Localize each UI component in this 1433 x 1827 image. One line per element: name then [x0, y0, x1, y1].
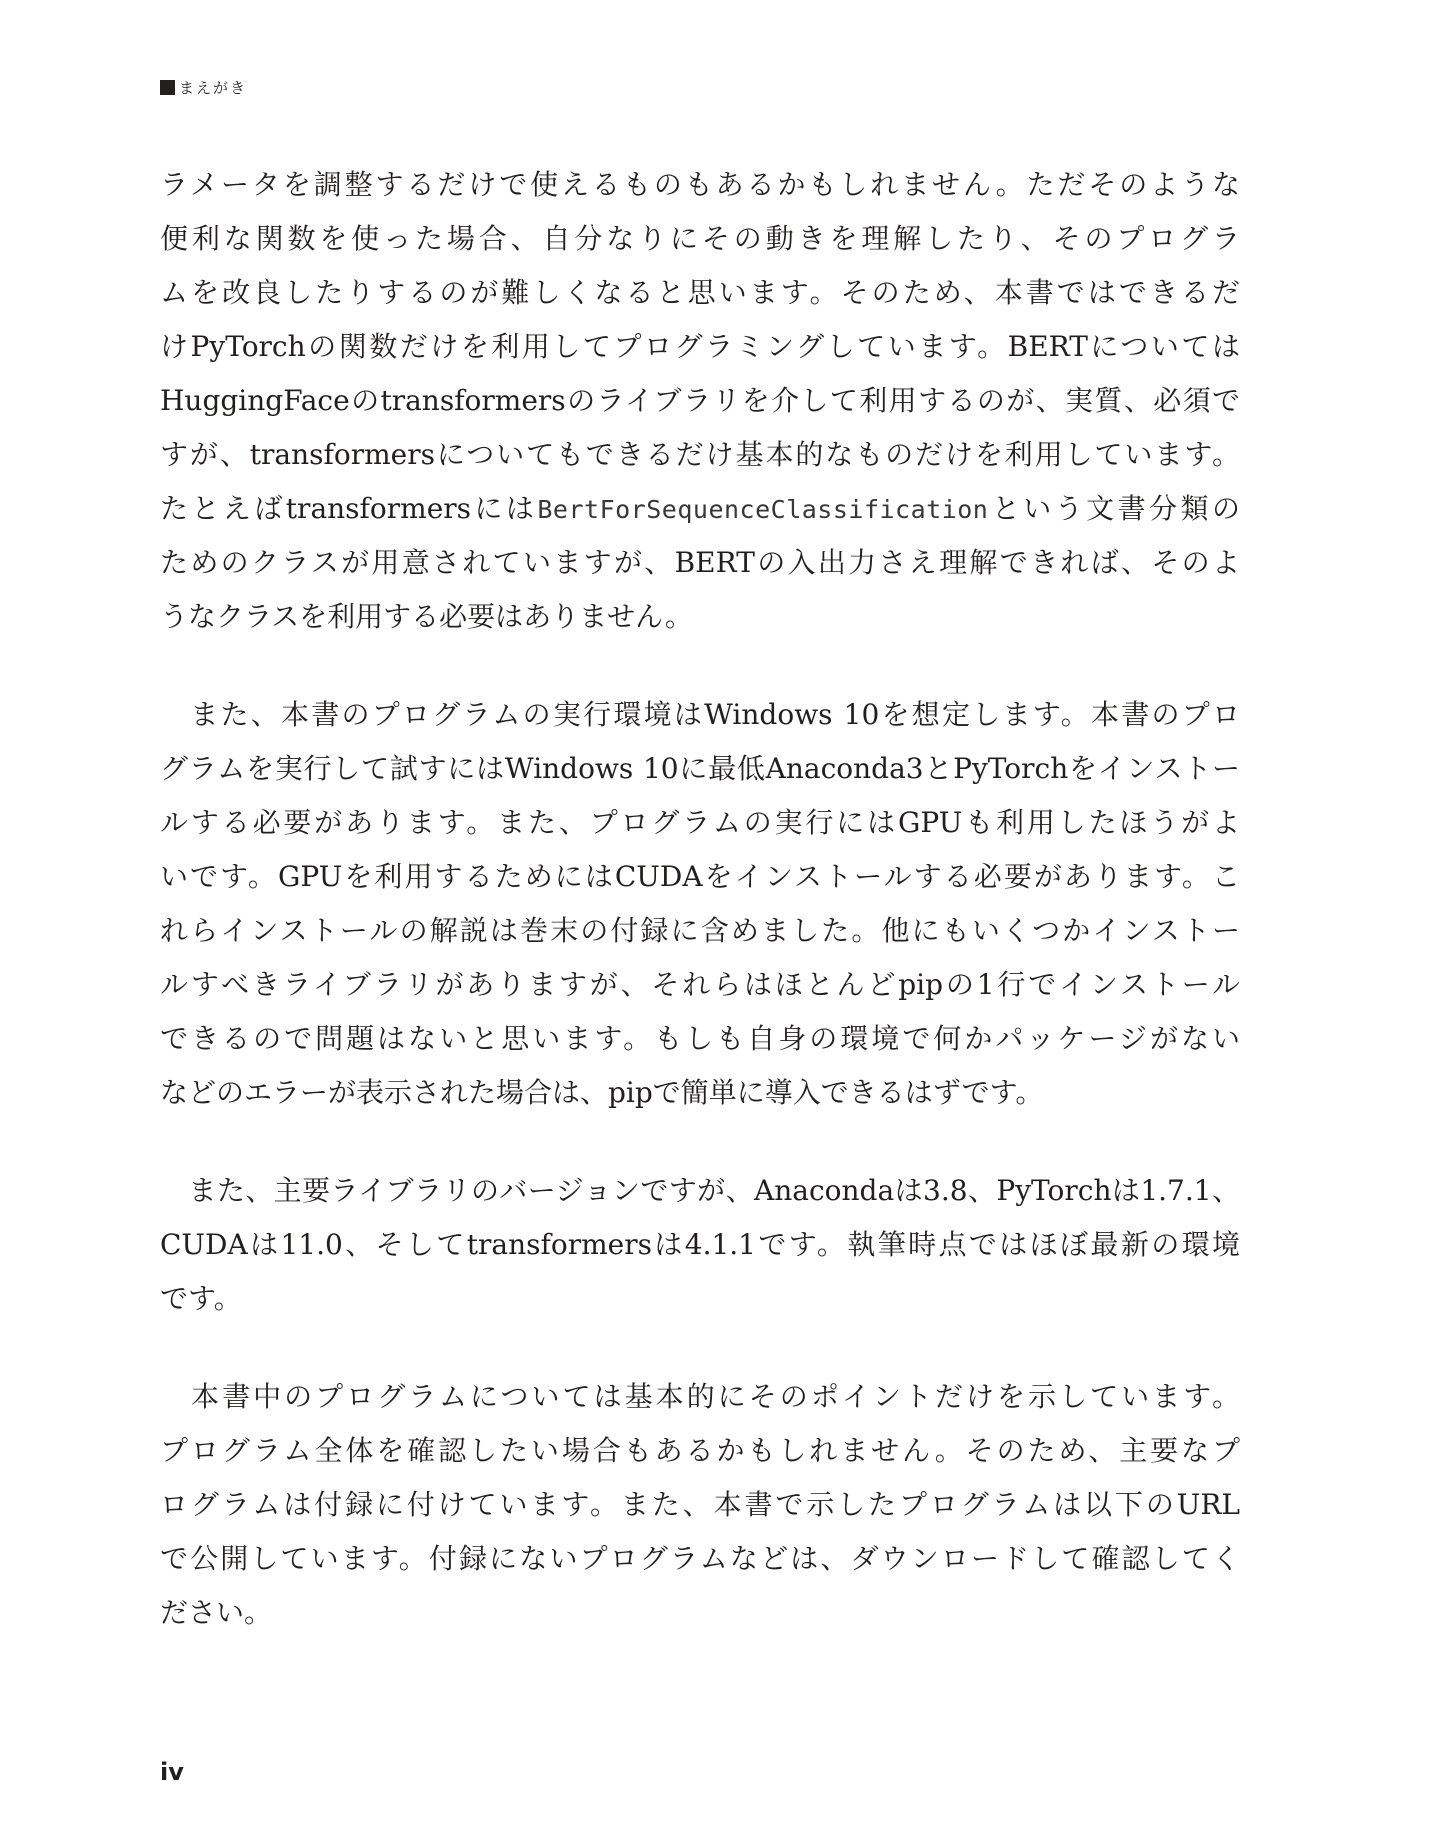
- text-line: プログラム全体を確認したい場合もあるかもしれません。そのため、主要なプ: [160, 1434, 1240, 1467]
- paragraph-2: [160, 688, 1240, 1120]
- text-line: けPyTorchの関数だけを利用してプログラミングしています。BERTについては: [160, 330, 1240, 363]
- black-square-icon: [160, 80, 175, 95]
- text-line: また、主要ライブラリのバージョンですが、Anacondaは3.8、PyTorchは1.7.1、: [160, 1174, 1240, 1207]
- text-span: という文書分類の: [988, 492, 1240, 525]
- text-line: いです。GPUを利用するためにはCUDAをインストールする必要があります。こ: [160, 860, 1240, 893]
- text-line: また、本書のプログラムの実行環境はWindows 10を想定します。本書のプロ: [160, 698, 1240, 731]
- text-line: ルする必要があります。また、プログラムの実行にはGPUも利用したほうがよ: [160, 806, 1240, 839]
- text-line: CUDAは11.0、そしてtransformersは4.1.1です。執筆時点ではほぼ最新の環境: [160, 1228, 1240, 1261]
- text-line: ムを改良したりするのが難しくなると思います。そのため、本書ではできるだ: [160, 276, 1240, 309]
- text-line: すが、transformersについてもできるだけ基本的なものだけを利用しています。: [160, 438, 1240, 471]
- text-line: グラムを実行して試すにはWindows 10に最低Anaconda3とPyTorchをインストー: [160, 752, 1240, 785]
- text-line: できるので問題はないと思います。もしも自身の環境で何かパッケージがない: [160, 1022, 1240, 1055]
- text-line: 便利な関数を使った場合、自分なりにその動きを理解したり、そのプログラ: [160, 222, 1240, 255]
- text-line: で公開しています。付録にないプログラムなどは、ダウンロードして確認してく: [160, 1542, 1240, 1575]
- text-line: ださい。: [160, 1596, 273, 1629]
- text-line: です。: [160, 1282, 242, 1315]
- text-line: れらインストールの解説は巻末の付録に含めました。他にもいくつかインストー: [160, 914, 1240, 947]
- text-span: たとえばtransformersには: [160, 492, 538, 525]
- paragraph-1: [160, 158, 1240, 644]
- text-line: HuggingFaceのtransformersのライブラリを介して利用するのが、実質、必須で: [160, 384, 1240, 417]
- running-head: [160, 76, 247, 98]
- paragraph-4: [160, 1370, 1240, 1640]
- text-line: などのエラーが表示された場合は、pipで簡単に導入できるはずです。: [160, 1076, 1044, 1109]
- running-head-title: まえがき: [179, 78, 248, 97]
- text-line: うなクラスを利用する必要はありません。: [160, 600, 693, 633]
- text-line-with-code: [160, 482, 1240, 536]
- body-text: [160, 158, 1240, 1640]
- inline-code: BertForSequenceClassification: [537, 495, 989, 524]
- text-line: ログラムは付録に付けています。また、本書で示したプログラムは以下のURL: [160, 1488, 1240, 1521]
- text-line: 本書中のプログラムについては基本的にそのポイントだけを示しています。: [160, 1380, 1240, 1413]
- text-line: ためのクラスが用意されていますが、BERTの入出力さえ理解できれば、そのよ: [160, 546, 1240, 579]
- paragraph-3: [160, 1164, 1240, 1326]
- page-number: iv: [160, 1758, 184, 1786]
- text-line: ルすべきライブラリがありますが、それらはほとんどpipの1行でインストール: [160, 968, 1240, 1001]
- text-line: ラメータを調整するだけで使えるものもあるかもしれません。ただそのような: [160, 168, 1240, 201]
